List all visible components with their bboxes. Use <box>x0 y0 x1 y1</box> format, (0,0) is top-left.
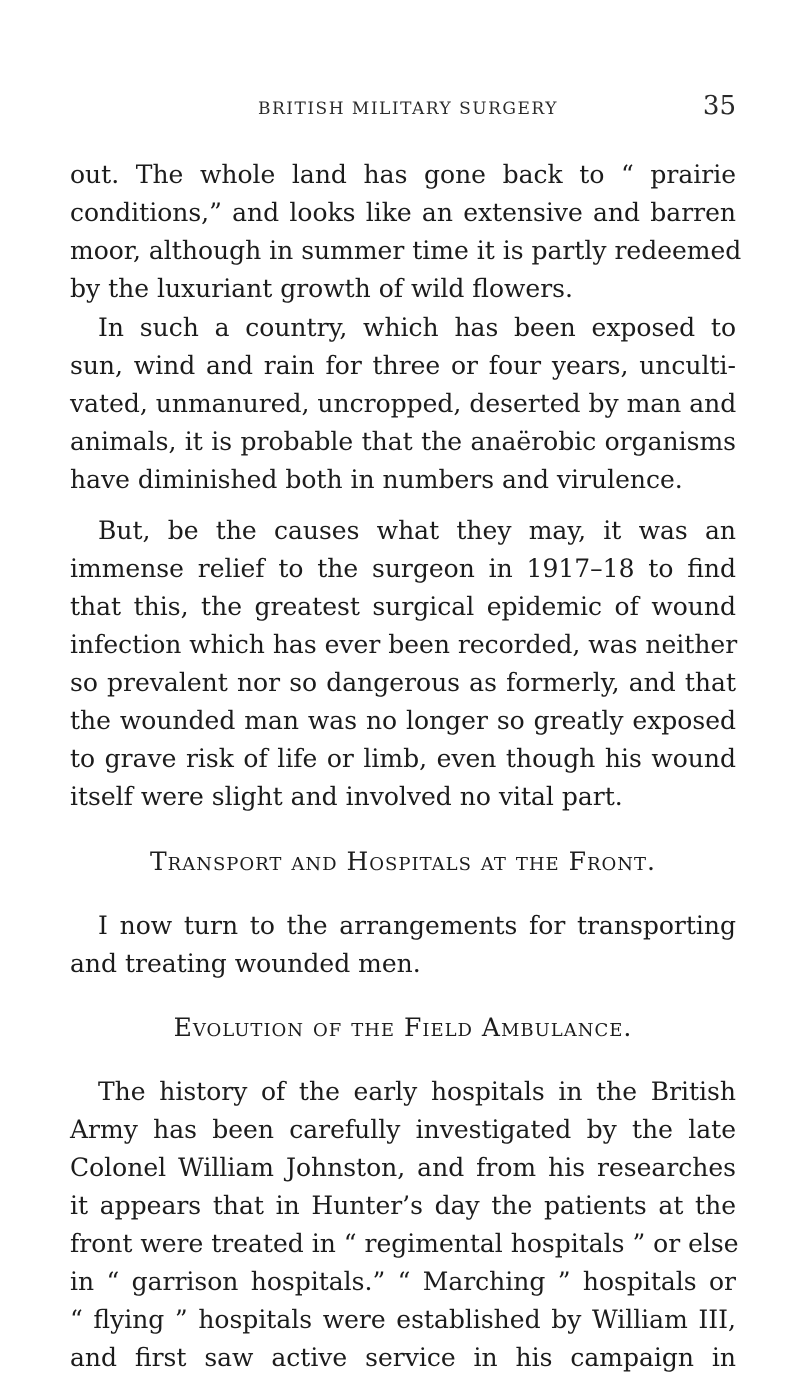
text-line: and treating wounded men. <box>70 949 421 978</box>
text-line: The history of the early hospitals in the British <box>98 1077 736 1106</box>
text-line: itself were slight and involved no vital part. <box>70 782 623 811</box>
text-line: moor, although in summer time it is partly redeemed <box>70 236 742 265</box>
text-line: conditions,” and looks like an extensive and barren <box>70 198 736 227</box>
text-line: Colonel William Johnston, and from his researches <box>70 1153 736 1182</box>
text-line: have diminished both in numbers and virulence. <box>70 465 683 494</box>
text-line: so prevalent nor so dangerous as formerly, and that <box>70 668 736 697</box>
text-line: infection which has ever been recorded, was neither <box>70 630 738 659</box>
text-line: I now turn to the arrangements for transporting <box>98 911 736 940</box>
page-number: 35 <box>702 91 736 121</box>
text-line: “ flying ” hospitals were established by William III, <box>70 1305 736 1334</box>
text-line: In such a country, which has been exposed to <box>98 313 736 342</box>
text-line: out. The whole land has gone back to “ prairie <box>70 160 736 189</box>
text-line: and first saw active service in his campaign in <box>70 1343 736 1372</box>
text-line: immense relief to the surgeon in 1917–18 to find <box>70 554 736 583</box>
text-line: it appears that in Hunter’s day the patients at the <box>70 1191 736 1220</box>
text-line: sun, wind and rain for three or four years, unculti- <box>70 351 736 380</box>
text-line: But, be the causes what they may, it was an <box>98 516 736 545</box>
text-line: animals, it is probable that the anaërobic organisms <box>70 427 736 456</box>
text-line: Army has been carefully investigated by the late <box>70 1115 736 1144</box>
text-line: to grave risk of life or limb, even though his wound <box>70 744 736 773</box>
section-heading-transport: Transport and Hospitals at the Front. <box>150 847 656 876</box>
section-heading-evolution: Evolution of the Field Ambulance. <box>173 1013 633 1042</box>
text-line: in “ garrison hospitals.” “ Marching ” hospitals or <box>70 1267 736 1296</box>
text-line: by the luxuriant growth of wild flowers. <box>70 274 573 303</box>
running-title: BRITISH MILITARY SURGERY <box>258 99 558 119</box>
text-line: vated, unmanured, uncropped, deserted by man and <box>70 389 737 418</box>
text-line: the wounded man was no longer so greatly exposed <box>70 706 736 735</box>
text-line: front were treated in “ regimental hospitals ” or else <box>70 1229 739 1258</box>
page-header <box>70 91 736 135</box>
text-line: that this, the greatest surgical epidemic of wound <box>70 592 736 621</box>
